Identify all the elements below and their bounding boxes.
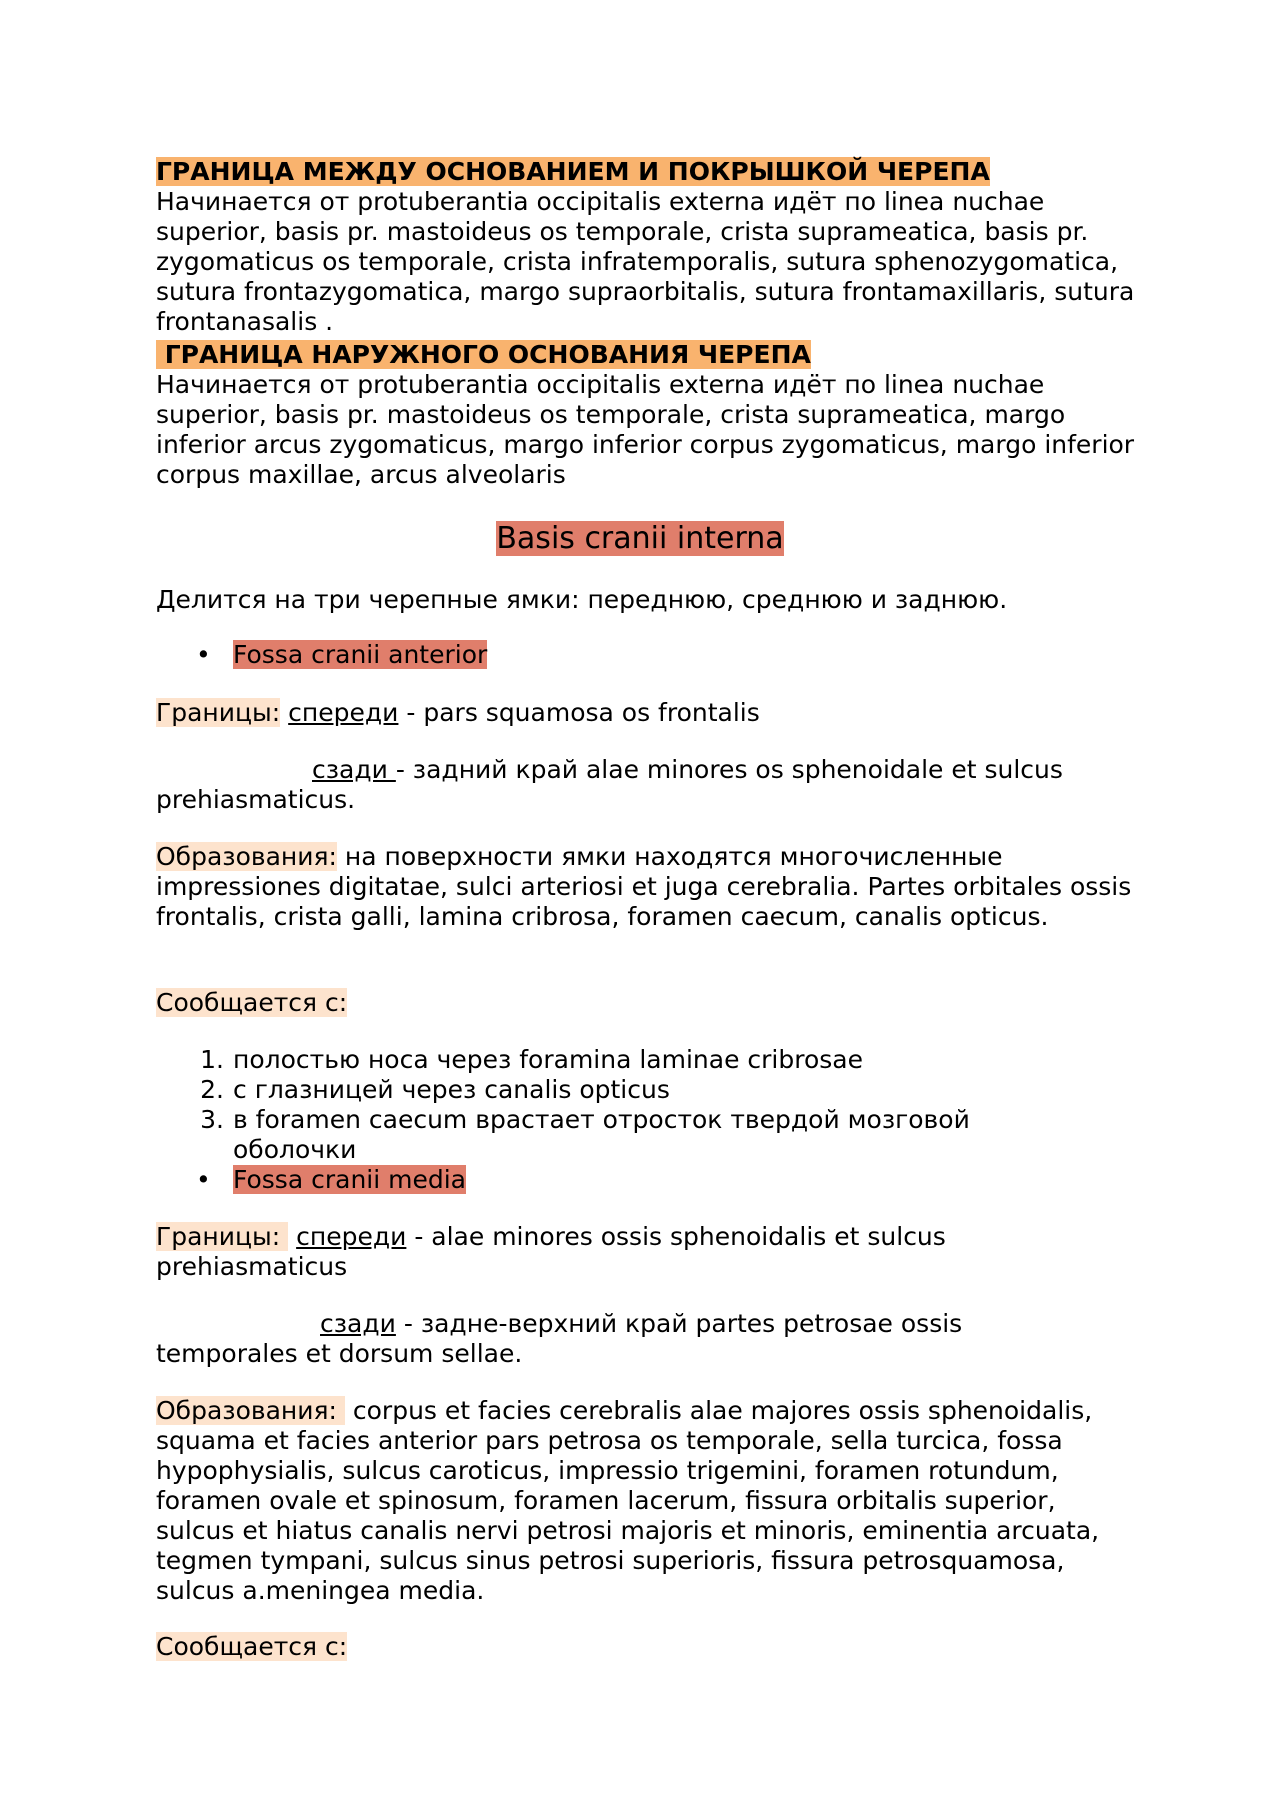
- bullet-icon: •: [196, 640, 211, 669]
- media-communicates: [156, 1632, 1136, 1662]
- back-label: сзади: [320, 1309, 396, 1338]
- list-item-2-text: с глазницей через canalis opticus: [233, 1075, 670, 1104]
- fossa-anterior-label: Fossa cranii anterior: [233, 640, 488, 669]
- section-1: [156, 157, 1136, 337]
- list-item-1-number: 1.: [200, 1045, 224, 1074]
- back-text-line2: temporales et dorsum sellae.: [156, 1339, 523, 1368]
- fossa-media-heading: [233, 1165, 466, 1195]
- section-2-text: Начинается от protuberantia occipitalis externa идёт по linea nuchae superior, basis pr. mastoideus os temporale, crista suprameatica, margo inferior arcus zygomaticus, margo inferior corpus zygomaticus, margo inferior corpus maxillae, arcus alveolaris: [156, 370, 1135, 489]
- front-text-line2: prehiasmaticus: [156, 1252, 348, 1281]
- section-1-text: Начинается от protuberantia occipitalis externa идёт по linea nuchae superior, basis pr. mastoideus os temporale, crista suprameatica, basis pr. zygomaticus os temporale, crista infratemporalis, sutura sphenozygomatica, sutura frontazygomatica, margo supraorbitalis, sutura frontamaxillaris, sutura frontanasalis .: [156, 187, 1135, 336]
- borders-label: Границы:: [156, 698, 281, 727]
- page-title: Basis cranii interna: [496, 521, 784, 556]
- media-formations: [156, 1396, 1136, 1606]
- anterior-borders-front: [156, 698, 1136, 728]
- media-borders-front: [156, 1222, 1136, 1282]
- formations-label: Образования:: [156, 842, 337, 871]
- fossa-media-label: Fossa cranii media: [233, 1165, 466, 1194]
- intro: Делится на три черепные ямки: переднюю, среднюю и заднюю.: [156, 585, 1008, 614]
- fossa-anterior-heading: [233, 640, 487, 670]
- front-label: спереди: [288, 698, 399, 727]
- borders-label: Границы:: [156, 1222, 289, 1251]
- section-1-heading: ГРАНИЦА МЕЖДУ ОСНОВАНИЕМ И ПОКРЫШКОЙ ЧЕРЕПА: [156, 157, 990, 186]
- formations-text: corpus et facies cerebralis alae majores ossis sphenoidalis, squama et facies anterior pars petrosa os temporale, sella turcica, fossa hypophysialis, sulcus caroticus, impressio trigemini, foramen rotundum, foramen ovale et spinosum, foramen lacerum, fissura orbitalis superior, sulcus et hiatus canalis nervi petrosi majoris et minoris, eminentia arcuata, tegmen tympani, sulcus sinus petrosi superioris, fissura petrosquamosa, sulcus a.meningea media.: [156, 1396, 1100, 1605]
- list-item-3-text: в foramen caecum врастает отросток твердой мозговой оболочки: [233, 1105, 970, 1164]
- formations-text: на поверхности ямки находятся многочисленные impressiones digitatae, sulci arteriosi et juga cerebralia. Partes orbitales ossis frontalis, crista galli, lamina cribrosa, foramen caecum, canalis opticus.: [156, 842, 1132, 931]
- formations-label: Образования:: [156, 1396, 345, 1425]
- anterior-communicates: [156, 988, 1136, 1018]
- list-item-2-number: 2.: [200, 1075, 224, 1104]
- section-2-heading: ГРАНИЦА НАРУЖНОГО ОСНОВАНИЯ ЧЕРЕПА: [156, 340, 811, 369]
- back-label: сзади: [312, 755, 396, 784]
- front-text: - pars squamosa os frontalis: [398, 698, 760, 727]
- back-text-line1: - задний край alae minores os sphenoidale et sulcus: [395, 755, 1063, 784]
- list-item-1-text: полостью носа через foramina laminae cribrosae: [233, 1045, 863, 1074]
- back-text-line1: - задне-верхний край partes petrosae ossis: [395, 1309, 963, 1338]
- anterior-borders-back: [156, 755, 1136, 815]
- communicates-label: Сообщается с:: [156, 1632, 348, 1661]
- section-2: [156, 340, 1136, 490]
- front-label: спереди: [296, 1222, 407, 1251]
- media-borders-back: [156, 1309, 1136, 1369]
- front-text-line1: - alae minores ossis sphenoidalis et sulcus: [406, 1222, 946, 1251]
- bullet-icon: •: [196, 1165, 211, 1194]
- anterior-formations: [156, 842, 1136, 932]
- title-row: [0, 520, 1280, 558]
- communicates-label: Сообщается с:: [156, 988, 348, 1017]
- back-text-line2: prehiasmaticus.: [156, 785, 356, 814]
- list-item-3-number: 3.: [200, 1105, 224, 1134]
